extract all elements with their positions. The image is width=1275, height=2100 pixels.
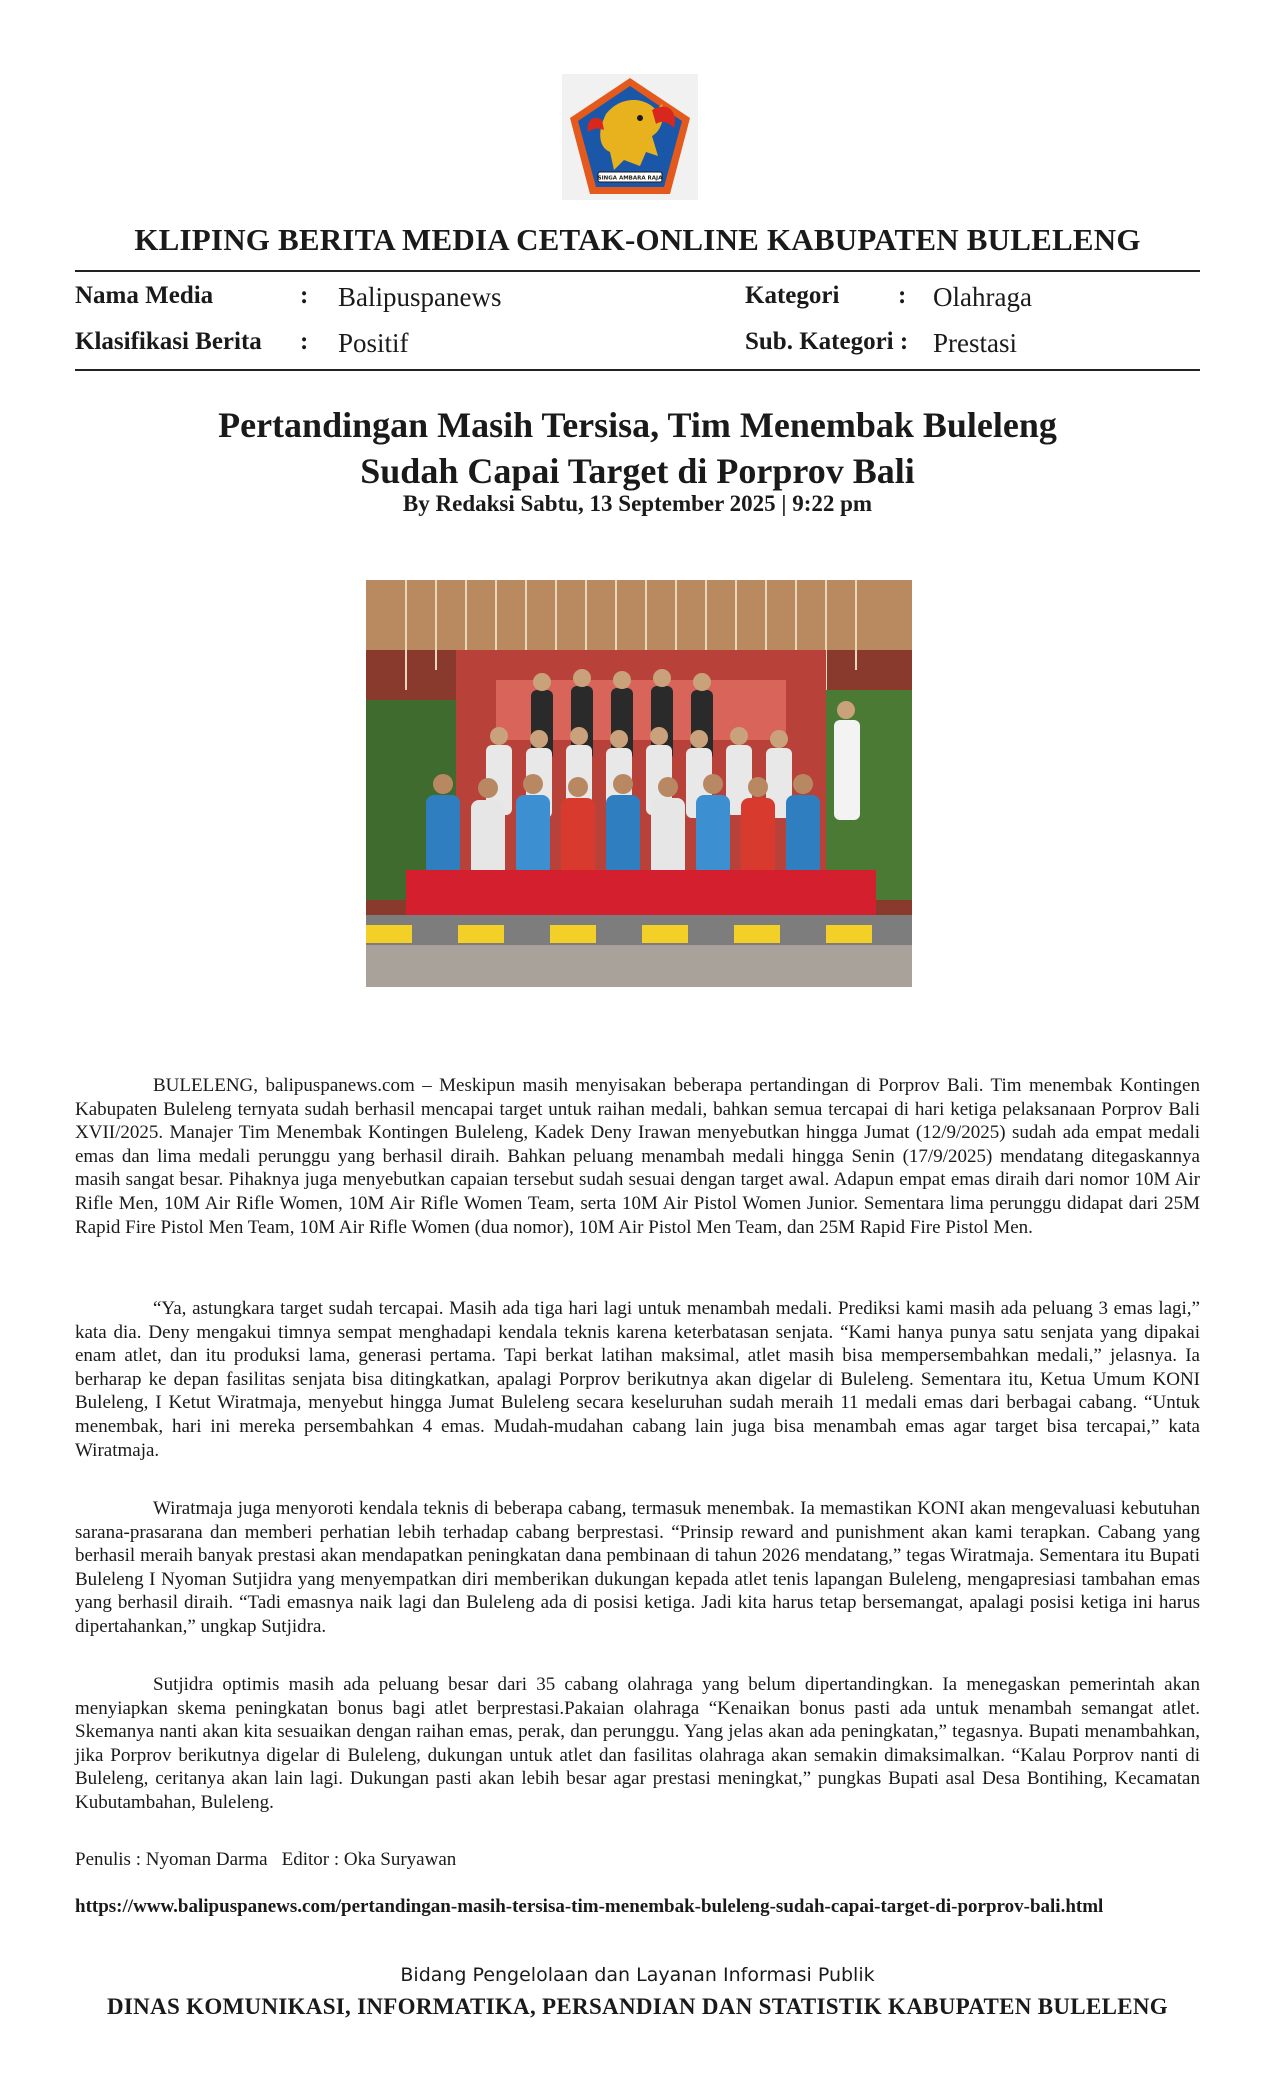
article-title-line1: Pertandingan Masih Tersisa, Tim Menembak Buleleng <box>218 405 1057 445</box>
article-title <box>75 402 1200 494</box>
footer-agency: DINAS KOMUNIKASI, INFORMATIKA, PERSANDIAN DAN STATISTIK KABUPATEN BULELENG <box>107 1994 1168 2019</box>
logo-motto: SINGA AMBARA RAJA <box>597 175 663 182</box>
article-byline: By Redaksi Sabtu, 13 September 2025 | 9:22 pm <box>402 491 873 516</box>
klasifikasi-label: Klasifikasi Berita <box>75 328 262 355</box>
kategori-colon: : <box>898 282 907 309</box>
footer-department: Bidang Pengelolaan dan Layanan Informasi Publik <box>400 1964 875 1986</box>
article-title-line2: Sudah Capai Target di Porprov Bali <box>360 451 915 491</box>
source-url-link[interactable]: https://www.balipuspanews.com/pertandingan-masih-tersisa-tim-menembak-buleleng-sudah-capai-target-di-porprov-bali.html <box>75 1896 1104 1917</box>
article-paragraph: BULELENG, balipuspanews.com – Meskipun masih menyisakan beberapa pertandingan di Porprov Bali. Tim menembak Kontingen Kabupaten Buleleng ternyata sudah berhasil mencapai target untuk raihan medali, bahkan semua tercapai di hari ketiga pelaksanaan Porprov Bali XVII/2025. Manajer Tim Menembak Kontingen Buleleng, Kadek Deny Irawan menyebutkan hingga Jumat (12/9/2025) sudah ada empat medali emas dan lima medali perunggu yang berhasil diraih. Bahkan peluang menambah medali hingga Senin (17/9/2025) mendatang ditegaskannya masih sangat besar. Pihaknya juga menyebutkan capaian tersebut sudah sesuai dengan target awal. Adapun empat emas diraih dari nomor 10M Air Rifle Men, 10M Air Rifle Women, 10M Air Rifle Women Team, serta 10M Air Pistol Women Junior. Sementara lima perunggu didapat dari 25M Rapid Fire Pistol Men Team, 10M Air Rifle Women (dua nomor), 10M Air Pistol Men Team, dan 25M Rapid Fire Pistol Men. <box>75 1075 1200 1238</box>
article-credits <box>75 1849 456 1871</box>
header-divider-top <box>75 270 1200 272</box>
singa-ambara-raja-emblem-icon <box>562 74 698 200</box>
kliping-title: KLIPING BERITA MEDIA CETAK-ONLINE KABUPATEN BULELENG <box>134 222 1141 257</box>
kategori-label: Kategori <box>745 282 840 309</box>
klasifikasi-value: Positif <box>338 328 409 358</box>
article-paragraph: Sutjidra optimis masih ada peluang besar dari 35 cabang olahraga yang belum dipertandingkan. Ia menegaskan pemerintah akan menyiapkan skema peningkatan bonus bagi atlet berprestasi.Pakaian olahraga “Kenaikan bonus pasti ada untuk menambah semangat atlet. Skemanya nanti akan kita sesuaikan dengan raihan emas, perak, dan perunggu. Yang jelas akan ada peningkatan,” tegasnya. Bupati menambahkan, jika Porprov berikutnya digelar di Buleleng, dukungan untuk atlet dan fasilitas olahraga akan semakin dimaksimalkan. “Kalau Porprov nanti di Buleleng, ceritanya akan lain lagi. Dukungan pasti akan lebih besar agar prestasi meningkat,” pungkas Bupati asal Desa Bontihing, Kecamatan Kubutambahan, Buleleng. <box>75 1674 1200 1813</box>
editor-credit: Editor : Oka Suryawan <box>281 1849 457 1870</box>
media-value: Balipuspanews <box>338 282 502 312</box>
media-label: Nama Media <box>75 282 214 309</box>
media-colon: : <box>300 282 309 309</box>
regency-logo <box>562 74 698 200</box>
penulis-credit: Penulis : Nyoman Darma <box>75 1849 268 1870</box>
article-photo <box>366 580 912 987</box>
team-group-photo-icon <box>366 580 912 987</box>
subkategori-label: Sub. Kategori : <box>745 328 909 355</box>
article-paragraph: “Ya, astungkara target sudah tercapai. Masih ada tiga hari lagi untuk menambah medali. Prediksi kami masih ada peluang 3 emas lagi,” kata dia. Deny mengakui timnya sempat menghadapi kendala teknis karena keterbatasan senjata. “Kami hanya punya satu senjata yang dipakai enam atlet, dan itu produksi lama, generasi pertama. Tapi berkat latihan maksimal, atlet masih bisa mempersembahkan medali,” jelasnya. Ia berharap ke depan fasilitas senjata bisa ditingkatkan, apalagi Porprov berikutnya akan digelar di Buleleng. Sementara itu, Ketua Umum KONI Buleleng, I Ketut Wiratmaja, menyebut hingga Jumat Buleleng secara keseluruhan sudah meraih 11 medali emas dari berbagai cabang. “Untuk menembak, hari ini mereka persembahkan 4 emas. Mudah-mudahan cabang lain juga bisa menambah emas agar target bisa tercapai,” kata Wiratmaja. <box>75 1298 1200 1461</box>
subkategori-value: Prestasi <box>933 328 1017 358</box>
header-divider-bottom <box>75 369 1200 371</box>
kategori-value: Olahraga <box>933 282 1032 312</box>
klasifikasi-colon: : <box>300 328 309 355</box>
article-paragraph: Wiratmaja juga menyoroti kendala teknis di beberapa cabang, termasuk menembak. Ia memastikan KONI akan mengevaluasi kebutuhan sarana-prasarana dan memberi perhatian lebih terhadap cabang berprestasi. “Prinsip reward and punishment akan kami terapkan. Cabang yang berhasil meraih banyak prestasi akan mendapatkan peningkatan dana pembinaan di tahun 2026 mendatang,” tegas Wiratmaja. Sementara itu Bupati Buleleng I Nyoman Sutjidra yang menyempatkan diri memberikan dukungan kepada atlet tenis lapangan Buleleng, mengapresiasi tambahan emas yang berhasil diraih. “Tadi emasnya naik lagi dan Buleleng ada di posisi ketiga. Jadi kita harus tetap bersemangat, apalagi posisi ketiga ini harus dipertahankan,” ungkap Sutjidra. <box>75 1498 1200 1637</box>
